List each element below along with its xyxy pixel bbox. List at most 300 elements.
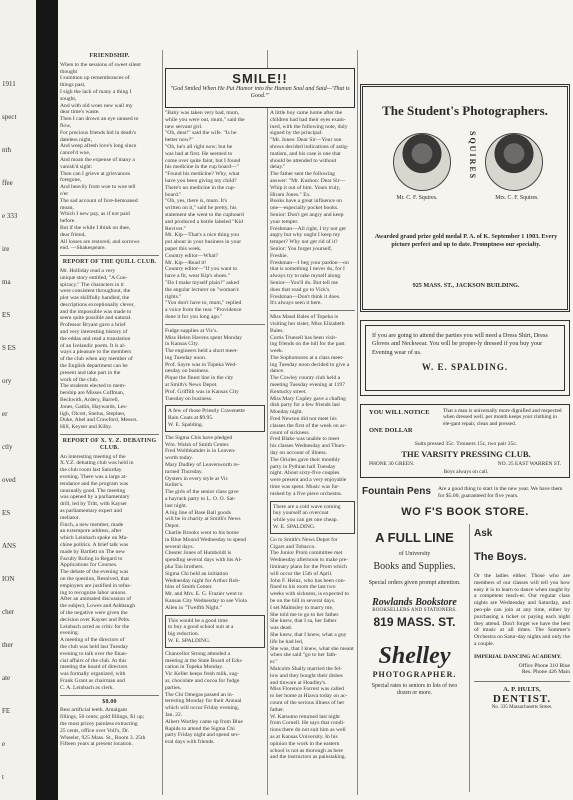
text-line: C. A. Leinbach as clerk. xyxy=(60,684,114,691)
ask: Ask xyxy=(474,528,493,539)
text-line: will be in charity at Smith's News xyxy=(165,516,241,523)
text-line: evening to talk over the finan- xyxy=(60,650,128,657)
text-line: Country editor—What? xyxy=(165,252,218,259)
spalding-text: If you are going to attend the parties you will need a Dress Shirt, Dress Gloves and Neckwear. You will be proper-ly dressed if you buy your Evening wear of us. xyxy=(372,332,548,356)
campus-news-a xyxy=(270,314,355,498)
text-line: children had had their eyes exam- xyxy=(270,116,346,123)
text-line: statement she went to the cupboard xyxy=(165,211,244,218)
text-line: Fred Wolthkahder is in Leaven- xyxy=(165,448,236,455)
text-line: turned Thursday. xyxy=(165,468,203,475)
text-line: cancel'd woe, xyxy=(60,150,91,157)
text-line: dear friend, xyxy=(60,231,86,238)
the-boys: The Boys. xyxy=(474,551,527,563)
text-line: Best artificial teeth. Amalgam xyxy=(60,707,128,714)
text-line: Professor Bryant gave a brief xyxy=(60,322,126,329)
text-line: Oysters in every style at Vic xyxy=(165,475,229,482)
text-line: Senior—You'll do. But tell me xyxy=(270,279,339,286)
text-line: and very interesting history of xyxy=(60,329,128,336)
edge-fragment: ory xyxy=(2,377,12,385)
text-line: This would be a good time xyxy=(168,617,228,624)
photographers-heading: The Student's Photographers. xyxy=(382,103,548,118)
edge-fragment: e 333 xyxy=(2,212,18,220)
text-line: W. E. SPALDING. xyxy=(273,524,316,531)
of-university: of University xyxy=(398,551,431,557)
text-line: Applications for Courses. xyxy=(60,562,118,569)
text-line: ar, chocolate and cocoa for fudge xyxy=(165,677,240,684)
text-line: Keller's. xyxy=(165,482,184,489)
text-line: a voice from the rear. "Providence xyxy=(165,307,242,314)
text-line: Reviver." xyxy=(165,225,187,232)
edge-fragment: S ES xyxy=(2,344,16,352)
text-line: Finch, a new member, made xyxy=(60,521,124,528)
text-line: John F. Heinz, who has been con- xyxy=(270,577,346,584)
text-line: Charlie Brooks went to his home xyxy=(165,530,239,537)
text-line: A meeting of the directors of xyxy=(60,637,125,644)
text-line: visiting her sister, Miss Elizabeth xyxy=(270,320,345,327)
text-line: She told me to go to her father. xyxy=(270,611,340,618)
smile-subtitle: "God Smiled When He Put Humor into the Human Soul and Said—'That is Good.'" xyxy=(170,86,350,99)
shelley-text: Special rates to seniors in lots of two dozen or more. xyxy=(371,683,458,697)
text-line: The Chi Omegas passed an in- xyxy=(165,691,234,698)
text-line: Senior: Don't get angry and keep xyxy=(270,211,344,218)
edge-fragment: ire xyxy=(2,245,10,253)
edge-fragment: ANS xyxy=(2,542,17,550)
text-line: temper? Why not get rid of it? xyxy=(270,239,338,246)
edge-fragment: ES xyxy=(2,311,11,319)
text-line: Rain Coats at $9.95. xyxy=(168,415,214,422)
books-and-supplies: Books and Supplies. xyxy=(373,561,456,572)
text-line: the subject, Lowes and Ashbaugh xyxy=(60,603,136,610)
edge-fragment: ffee xyxy=(2,179,13,187)
varsity-pressing-ad xyxy=(360,404,570,478)
varsity-tagline: Boys always on call. xyxy=(443,469,489,475)
text-line: will occur the 15th of April. xyxy=(270,570,333,577)
text-line: things past, xyxy=(60,82,86,89)
text-line: The Junior Prom committee met xyxy=(270,550,343,557)
text-line: week. xyxy=(270,348,284,355)
text-line: of the negative were given the xyxy=(60,609,128,616)
text-line: Which I new pay, as if not paid xyxy=(60,211,130,218)
xyz-club-heading: REPORT OF X. Y. Z. DEBATING CLUB. xyxy=(62,438,157,451)
text-line: Wm. Walsh of Smith Center. xyxy=(165,441,230,448)
text-line: Fred Blake was unable to meet xyxy=(270,436,340,443)
text-line: meeting the board of directors xyxy=(60,664,128,671)
text-line: Jan. 22. xyxy=(165,711,183,718)
portrait-mrs-squires xyxy=(485,133,543,191)
column-three xyxy=(270,110,355,800)
text-line: o'er xyxy=(60,190,69,197)
text-line: in Kansas City. xyxy=(165,341,199,348)
text-line: She was, that I knew, what she meant xyxy=(270,645,354,652)
text-line: Country editor—"If you want to xyxy=(165,266,238,273)
text-line: decision over Kayser and Pelts. xyxy=(60,616,131,623)
text-line: "Found his medicine? Why, what xyxy=(165,171,240,178)
text-line: Freshie. xyxy=(270,252,288,259)
edge-fragment: nth xyxy=(2,146,11,154)
text-line: Bales. xyxy=(270,327,284,334)
text-line: was opened by a parliamentary xyxy=(60,494,130,501)
text-line: "Oh, dear!" said the wife. "Is he xyxy=(165,130,237,137)
xyz-club-report xyxy=(60,454,159,692)
text-line: teresting Monday for their Annual xyxy=(165,698,242,705)
text-line: was formally organized, with xyxy=(60,671,126,678)
text-line: fined to his room the last two xyxy=(270,584,336,591)
text-line: plot was skillfully handled, the xyxy=(60,295,130,302)
text-line: to her home at Hiawa today on ac- xyxy=(270,693,348,700)
squires-brand: SQUIRES xyxy=(468,131,477,181)
edge-fragment: spect xyxy=(2,113,17,121)
text-line: were present and a very enjoyable xyxy=(270,477,347,484)
text-line: tendance and the program was xyxy=(60,480,129,487)
text-line: day on account of illness. xyxy=(270,450,328,457)
text-line: Wednesday afternoon to make pre- xyxy=(270,557,349,564)
edge-fragment: ES xyxy=(2,509,11,517)
text-line: Prof. Griffith was in Kansas City xyxy=(165,388,239,395)
text-line: descriptions exceptionally clever, xyxy=(60,301,135,308)
text-line: After an animated discussion of xyxy=(60,596,132,603)
text-line: spending several days with his Al- xyxy=(165,557,242,564)
text-line: Mr. Holliday read a very xyxy=(60,267,116,274)
school-suit-ad xyxy=(165,615,265,648)
text-line: Freshman—Don't think it does. xyxy=(270,293,341,300)
text-line: of the club when any member of xyxy=(60,356,133,363)
varsity-suits: Suits pressed 35c. Trousers 15c, two pair 25c. xyxy=(414,441,518,447)
text-line: Cigars and Tobacco. xyxy=(270,543,316,550)
text-line: when she said "go to her fath- xyxy=(270,652,337,659)
text-line: on the question, Resolved, that xyxy=(60,575,129,582)
text-line: When to the sessions of sweet silent xyxy=(60,61,141,68)
text-line: shows decided indications of astig- xyxy=(270,143,349,150)
text-line: Depot. xyxy=(165,523,181,530)
text-line: in Blue Mound Wednesday to spend xyxy=(165,536,247,543)
text-line: paper this week. xyxy=(165,245,202,252)
text-line: vanish'd sight: xyxy=(60,163,93,170)
text-line: I summon up remembrances of xyxy=(60,75,130,82)
text-line: X.Y.Z. debating club was held in xyxy=(60,460,134,467)
quill-club-heading: REPORT OF THE QUILL CLUB. xyxy=(62,259,157,266)
text-line: Tuesday on business. xyxy=(165,395,213,402)
text-line: matism, and his case is one that xyxy=(270,150,341,157)
text-line: Sigma Chi held an initiation xyxy=(165,570,229,577)
text-line: Freshman—I beg your pardon—on xyxy=(270,259,349,266)
text-line: be on the hill in several days. xyxy=(270,597,336,604)
text-line: dateless night, xyxy=(60,136,93,143)
page-gutter xyxy=(36,0,58,800)
text-line: dear time's waste. xyxy=(60,109,100,116)
text-line: Faculty Ruling in Regard to xyxy=(60,555,123,562)
hults-address: No. 335 Massachusetts Street. xyxy=(491,704,553,710)
text-line: to buy a good school suit at a xyxy=(168,624,234,631)
text-line: low and they bought their dishes xyxy=(270,672,343,679)
edge-fragment: ther xyxy=(2,641,13,649)
text-line: at Smith's News Depot. xyxy=(165,382,218,389)
edge-fragment: e xyxy=(2,740,6,748)
text-line: Freshman—All right, I try not get xyxy=(270,225,346,232)
text-line: ligh, Olcott, Snelus, Stephen, xyxy=(60,410,126,417)
wolf-book-store: WO F'S BOOK STORE. xyxy=(401,506,529,518)
text-line: better now?" xyxy=(165,137,194,144)
text-line: nesday on business. xyxy=(165,368,210,375)
text-line: A little boy came home after the xyxy=(270,110,343,116)
text-line: er." xyxy=(270,659,278,666)
you-will-notice: YOU WILL NOTICE xyxy=(369,409,430,416)
fountain-pen-ad xyxy=(360,484,570,520)
text-line: I sigh the lack of many a thing I xyxy=(60,88,132,95)
text-line: The Sigma Chis have pledged xyxy=(165,434,233,441)
text-line: Kansas City Wednesday to see Viola xyxy=(165,597,247,604)
local-news-a xyxy=(165,328,265,403)
caption-mr: Mr. C. F. Squires. xyxy=(396,195,438,201)
adjacent-page-strip xyxy=(0,0,36,800)
edge-fragment: ctly xyxy=(2,443,13,451)
text-line: evening. There was a large at- xyxy=(60,474,128,481)
smile-banner xyxy=(165,68,355,108)
text-line: always try to take myself along. xyxy=(270,273,342,280)
text-line: made by Bartlett on The new xyxy=(60,548,125,555)
text-line: as parliamentary expert and xyxy=(60,508,122,514)
text-line: Hill, Keyser and Kilby. xyxy=(60,424,112,431)
text-line: Leinbach acted as critic for the xyxy=(60,623,130,630)
text-line: Rapids to attend the Sigma Chi xyxy=(165,725,235,732)
edge-fragment: FE xyxy=(2,707,11,715)
text-line: A big line of Base Ball goods xyxy=(165,509,231,516)
text-line: come over quite faint, but I found xyxy=(165,157,241,164)
text-line: unusually good. The meeting xyxy=(60,487,126,494)
text-line: classes the first of the week on ac- xyxy=(270,422,347,429)
text-line: It's always seen it here. xyxy=(270,300,322,307)
newspaper-page xyxy=(58,0,573,800)
text-line: does that road go to Vick's. xyxy=(270,286,331,293)
text-line: Fred Newton did not meet his xyxy=(270,416,337,423)
text-line: several days. xyxy=(165,543,194,550)
text-line: The engineers held a short meet- xyxy=(165,348,239,355)
text-line: done it for you long ago." xyxy=(165,313,223,320)
text-line: the English department can be xyxy=(60,363,128,370)
portrait-mr-squires xyxy=(393,133,451,191)
text-line: cial affairs of the club. At this xyxy=(60,657,127,664)
text-line: "Oh, he's all right now; but he xyxy=(165,143,233,150)
text-line: Fudge supplies at Vic's. xyxy=(165,327,218,334)
photographers-address: 925 MASS. ST., JACKSON BUILDING. xyxy=(412,282,520,289)
full-line: A FULL LINE xyxy=(375,530,454,545)
edge-fragment: 1911 xyxy=(2,80,16,88)
academy-name: IMPERIAL DANCING ACADEMY. xyxy=(474,653,562,660)
text-line: Jones, Gatlin, Haywards, Les- xyxy=(60,403,128,410)
dentist-ad-price: $8.00 xyxy=(102,698,117,705)
text-line: Curtis Truesell has been visit- xyxy=(270,334,337,341)
boys-text: Or the ladies either. Those who are members of our classes will tell you how easy it is to learn to dance when taught by a competent teach-er. Our regular class nights are Wednesday and Saturday, and peo-ple can join at any time, either by purchasing a ticket or paying each night they attend. Don't forget we have the best of music at all times. The Sommer's Orchestra on Satur-day nights and only the a couple. xyxy=(474,573,570,647)
text-line: Allen in "Twelfth Night." xyxy=(165,604,222,611)
text-line: fillings, 50 cents; gold fillings, $1 up; xyxy=(60,714,145,721)
text-line: And moan the expense of many a xyxy=(60,156,135,163)
overcoat-ad xyxy=(270,501,355,534)
text-line: his medicine in the cup board—" xyxy=(165,164,239,171)
text-line: meeting Tuesday evening at 1197 xyxy=(270,382,345,389)
text-line: sought, xyxy=(60,95,77,102)
text-line: Miss Maud Bales of Topeka is xyxy=(270,314,339,321)
text-line: Senior: You forget yourself, xyxy=(270,245,333,252)
hults-title: DENTIST. xyxy=(492,692,552,705)
text-line: and tinware at Hoadley's. xyxy=(270,679,327,686)
text-line: "Oh, yes, there is, mum. It's xyxy=(165,198,228,205)
text-line: liminary plans for the Prom which xyxy=(270,564,347,570)
text-line: unique story entitled, "A Con- xyxy=(60,274,128,281)
text-line: An interesting meeting of the xyxy=(60,453,126,460)
column-one xyxy=(60,50,159,795)
text-line: board." xyxy=(165,191,182,198)
text-line: Go to Smith's News Depot for xyxy=(270,536,338,543)
text-line: ing Tuesday noon. xyxy=(165,354,207,361)
text-line: while you were out, mum," said the xyxy=(165,116,245,123)
text-line: "Do I make myself plain?" asked xyxy=(165,279,239,286)
text-line: nished by a five piece orchestra. xyxy=(270,490,343,497)
text-line: Chancellor Strong attended a xyxy=(165,650,231,657)
text-line: Then can I grieve at grievances xyxy=(60,170,131,177)
text-line: which will occur Friday evening, xyxy=(165,705,240,712)
bookstore-ad xyxy=(360,524,470,792)
text-line: Mr. and Mrs. E. G. Frazier went to xyxy=(165,591,243,598)
fountain-side: Are a good thing to start in the new year. We have them for $5.00, guaranteed for five years. xyxy=(438,486,563,499)
shelley-label: PHOTOGRAPHER. xyxy=(372,670,457,680)
one-dollar: ONE DOLLAR xyxy=(369,427,413,434)
text-line: delay." xyxy=(270,164,286,171)
text-line: The girls of the senior class gave xyxy=(165,489,239,496)
text-line: Malcolm Shally married the fel- xyxy=(270,665,343,672)
text-line: Miss Helen Havens spent Monday xyxy=(165,334,243,341)
text-line: The sad account of fore-bemoaned xyxy=(60,197,138,204)
text-line: and produced a bottle labeled "Kid xyxy=(165,218,243,225)
text-line: ways a pleasure to the members xyxy=(60,349,132,356)
text-line: The Orioles gave their monthly xyxy=(270,456,341,463)
text-line: as at Kansas University. In his xyxy=(270,733,338,740)
text-line: Books have a great influence on xyxy=(270,198,342,205)
text-line: Then I can drown an eye unused to xyxy=(60,116,139,123)
text-line: Vic Keller keeps fresh milk, sug- xyxy=(165,671,239,678)
text-line: parties. xyxy=(165,684,182,691)
text-line: eral days with friends. xyxy=(165,739,215,746)
local-news-b xyxy=(165,435,265,612)
text-line: new servant girl. xyxy=(165,123,203,130)
text-line: She knew, that I sa, her father xyxy=(270,618,337,625)
text-line: flow, xyxy=(60,122,72,129)
smile-title: SMILE!! xyxy=(232,71,288,86)
raincoat-ad xyxy=(165,405,265,431)
text-line: weeks with sickness, is expected to xyxy=(270,591,349,598)
text-line: For precious friends hid in death's xyxy=(60,129,137,136)
spalding-evening-ad xyxy=(360,320,570,396)
text-line: Whip it out of him. Yours truly, xyxy=(270,184,341,191)
text-line: the eddas and read a translation xyxy=(60,335,131,342)
text-line: Wednesday night for Arthur Rob- xyxy=(165,577,241,584)
text-line: count of sickness. xyxy=(270,429,310,436)
text-line: Kentucky street. xyxy=(270,388,307,395)
text-line: Wheeler, 925 Mass. St., Room 3. 25th xyxy=(60,734,146,741)
friendship-poem xyxy=(60,62,159,252)
text-line: tions there do not suit him as well xyxy=(270,727,346,734)
fountain-title: Fountain Pens xyxy=(362,486,431,497)
jokes-section xyxy=(165,110,265,321)
text-line: Duke, Abel and Crawford, Messrs. xyxy=(60,417,138,424)
text-line: life he had led, xyxy=(270,638,304,645)
column-rule xyxy=(162,50,163,795)
text-line: thought xyxy=(60,68,78,75)
text-line: and the impossible was made to xyxy=(60,308,132,315)
text-line: the angular lecturer on "woman's xyxy=(165,286,239,293)
text-line: count of the serious illness of her xyxy=(270,699,345,706)
edge-fragment: cher xyxy=(2,608,15,616)
text-line: was bad at first. He seemed to xyxy=(165,150,233,157)
edge-fragment: ate xyxy=(2,674,11,682)
text-line: W. E. SPALDING. xyxy=(168,637,211,644)
dental-ad xyxy=(60,707,159,748)
varsity-name: THE VARSITY PRESSING CLUB. xyxy=(401,449,531,459)
text-line: night. About sixty-five couples xyxy=(270,470,340,477)
edge-fragment: t xyxy=(2,773,4,781)
text-line: signed by the principal: xyxy=(270,130,323,137)
campus-news-b xyxy=(270,537,355,761)
text-line: big reduction. xyxy=(168,631,200,638)
varsity-text: That a man is universally more dignified and respected when dressed well. per month keeps your clothing in ele-gant repair, clean and pressed. xyxy=(443,408,562,427)
text-line: your temper. xyxy=(270,218,299,225)
text-line: Monday night. xyxy=(270,409,303,416)
text-line: She knew, that I knew, what a guy xyxy=(270,631,347,638)
text-line: bins of Smith Center. xyxy=(165,584,213,591)
text-line: bership are Misses Coffman, xyxy=(60,390,125,397)
text-line: "You don't have to, mum," replied xyxy=(165,300,242,307)
text-line: Miss Mary Copley gave a chafing xyxy=(270,395,346,402)
text-line: time was spent. Music was fur- xyxy=(270,484,340,491)
text-line: I set Malmsley to marry me, xyxy=(270,604,334,611)
text-line: end. —Shakespeare. xyxy=(60,245,106,252)
text-line: All losses are restored, and sorrows xyxy=(60,238,140,245)
text-line: seem quite possible and natural. xyxy=(60,315,132,322)
office-phone: Office Phone 310 Blue xyxy=(518,662,570,669)
text-line: The Cowley county club held a xyxy=(270,375,341,382)
text-line: of an Icelandic poem. It is al- xyxy=(60,342,126,349)
edge-fragment: ION xyxy=(2,575,15,583)
shelley-logo: Shelley xyxy=(378,643,451,670)
text-line: opinion the work in the eastern xyxy=(270,740,340,747)
rowlands-brand: Rowlands Bookstore xyxy=(372,597,457,609)
text-line: The students elected to mem- xyxy=(60,383,126,390)
text-line: rights." xyxy=(165,293,182,300)
text-line: last night. xyxy=(165,502,188,509)
text-line: A few of those Priestly Cravenette xyxy=(168,408,245,415)
text-line: W. Katsumo returned last night xyxy=(270,713,340,720)
text-line: Frank Grant as chairman and xyxy=(60,677,125,684)
text-line: party in Pythian hall Tuesday xyxy=(270,463,336,470)
text-line: present and take part in the xyxy=(60,369,121,376)
text-line: But if the while I think on thee, xyxy=(60,224,131,231)
text-line: one—especially pocket books. xyxy=(270,205,339,212)
text-line: ing Tuesday noon decided to give a xyxy=(270,361,350,368)
column-rule xyxy=(267,50,268,795)
text-line: And with old woes new wail my xyxy=(60,102,133,109)
column-two xyxy=(165,110,265,800)
quill-club-report xyxy=(60,268,159,431)
photographers-ad xyxy=(360,84,570,312)
text-line: answer: "Mr. Kushon: Dear Sir— xyxy=(270,177,346,184)
text-line: worth today. xyxy=(165,455,193,462)
text-line: from Cornell. He says that condi- xyxy=(270,720,345,727)
text-line: Hiram Jones." Ex. xyxy=(270,191,311,198)
edge-fragment: oved xyxy=(2,476,16,484)
text-line: before. xyxy=(60,218,76,225)
text-line: that is something I never do, for I xyxy=(270,266,345,273)
text-line: "Baby was taken very bad, mum, xyxy=(165,110,240,116)
photographers-award: Awarded grand prize gold medal P. A. of K. September 1 1903. Every picture perfect and up to date. Promptness our specialty. xyxy=(374,233,558,248)
text-line: angry but why ought I keep my xyxy=(270,232,341,239)
